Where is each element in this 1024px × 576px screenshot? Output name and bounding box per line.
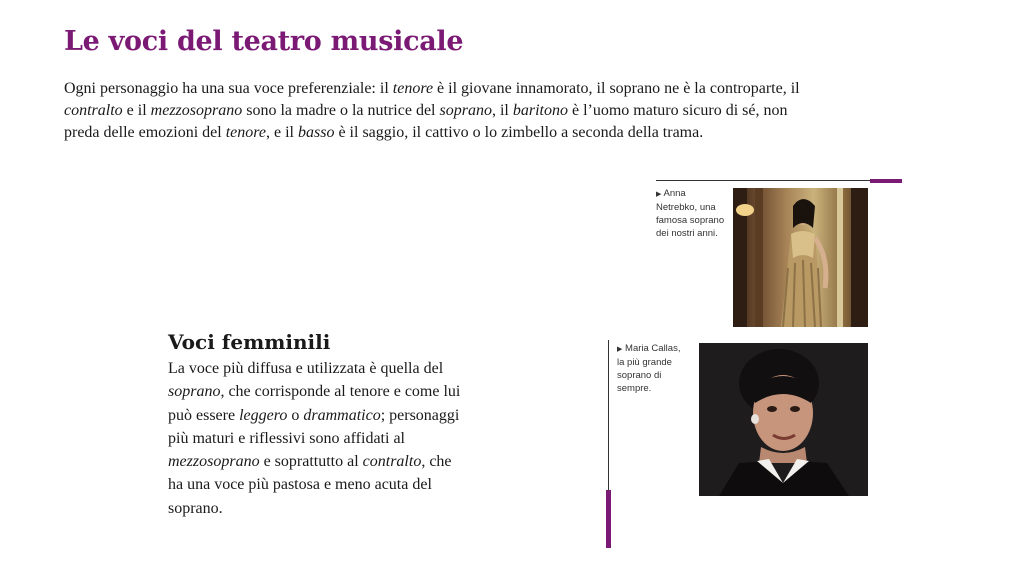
callas-portrait-illustration xyxy=(699,343,868,496)
caption-netrebko-text: Anna Netrebko, una famosa soprano dei nostri anni. xyxy=(656,188,725,239)
section-body: La voce più diffusa e utilizzata è quella del soprano, che corrisponde al tenore e come lui può essere leggero o drammatico; personaggi più maturi e riflessivi sono affidati al mezzosoprano e soprattutto al contralto, che ha una voce più pastosa e meno acuta del soprano. xyxy=(168,360,461,517)
photo-anna-netrebko xyxy=(733,188,868,327)
triangle-right-icon: ▶ xyxy=(617,346,623,353)
caption-divider xyxy=(656,180,870,181)
photo-maria-callas xyxy=(699,343,868,496)
triangle-right-icon: ▶ xyxy=(656,191,662,198)
vertical-accent-bar xyxy=(606,490,611,548)
soprano-portrait-illustration xyxy=(733,188,868,327)
page-title: Le voci del teatro musicale xyxy=(64,26,464,57)
section-title: Voci femminili xyxy=(168,330,331,354)
caption-callas-text: Maria Callas, la più grande soprano di sempre. xyxy=(617,343,681,394)
accent-bar xyxy=(870,179,902,183)
intro-paragraph: Ogni personaggio ha una sua voce preferenziale: il tenore è il giovane innamorato, il soprano ne è la controparte, il contralto e il mezzosoprano sono la madre o la nutrice del soprano, il baritono è l’uomo maturo sicuro di sé, non preda delle emozioni del tenore, e il basso è il saggio, il cattivo o lo zimbello a seconda della trama. xyxy=(64,80,800,141)
caption-netrebko xyxy=(656,187,728,240)
caption-callas xyxy=(617,342,689,395)
